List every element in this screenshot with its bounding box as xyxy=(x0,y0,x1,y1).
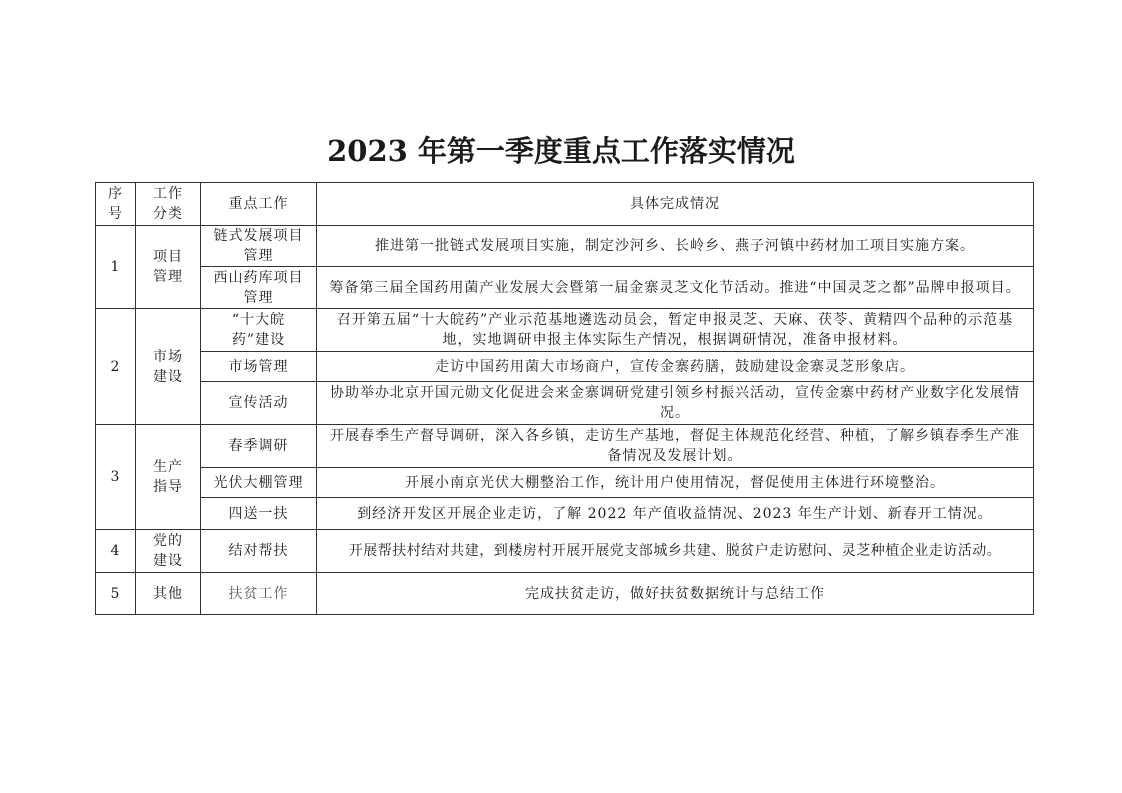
category-cell: 党的建设 xyxy=(136,530,201,573)
seq-cell: 2 xyxy=(96,309,136,425)
task-cell: 宣传活动 xyxy=(201,382,317,425)
task-cell: 结对帮扶 xyxy=(201,530,317,573)
detail-cell: 开展小南京光伏大棚整治工作，统计用户使用情况，督促使用主体进行环境整治。 xyxy=(317,468,1034,498)
table-row xyxy=(96,573,1034,615)
table-row xyxy=(96,530,1034,573)
header-category: 工作分类 xyxy=(136,183,201,226)
category-cell: 项目管理 xyxy=(136,226,201,309)
category-cell: 生产指导 xyxy=(136,425,201,530)
detail-cell: 召开第五届“十大皖药”产业示范基地遴选动员会，暂定申报灵芝、天麻、茯苓、黄精四个品种的示范基地，实地调研申报主体实际生产情况，根据调研情况，准备申报材料。 xyxy=(317,309,1034,352)
table-header-row xyxy=(96,183,1034,226)
task-cell: 四送一扶 xyxy=(201,498,317,530)
table-row xyxy=(96,352,1034,382)
seq-cell: 5 xyxy=(96,573,136,615)
category-cell: 其他 xyxy=(136,573,201,615)
table-row xyxy=(96,382,1034,425)
seq-cell: 4 xyxy=(96,530,136,573)
task-cell: 市场管理 xyxy=(201,352,317,382)
task-cell: 光伏大棚管理 xyxy=(201,468,317,498)
detail-cell: 到经济开发区开展企业走访，了解 2022 年产值收益情况、2023 年生产计划、新春开工情况。 xyxy=(317,498,1034,530)
work-table xyxy=(95,182,1034,615)
detail-cell: 筹备第三届全国药用菌产业发展大会暨第一届金寨灵芝文化节活动。推进“中国灵芝之都”品牌申报项目。 xyxy=(317,267,1034,309)
detail-cell: 走访中国药用菌大市场商户，宣传金寨药膳，鼓励建设金寨灵芝形象店。 xyxy=(317,352,1034,382)
header-detail: 具体完成情况 xyxy=(317,183,1034,226)
detail-cell: 开展帮扶村结对共建，到楼房村开展开展党支部城乡共建、脱贫户走访慰问、灵芝种植企业走访活动。 xyxy=(317,530,1034,573)
task-cell: 西山药库项目管理 xyxy=(201,267,317,309)
detail-cell: 开展春季生产督导调研，深入各乡镇，走访生产基地，督促主体规范化经营、种植，了解乡镇春季生产准备情况及发展计划。 xyxy=(317,425,1034,468)
detail-cell: 完成扶贫走访，做好扶贫数据统计与总结工作 xyxy=(317,573,1034,615)
seq-cell: 3 xyxy=(96,425,136,530)
detail-cell: 协助举办北京开国元勋文化促进会来金寨调研党建引领乡村振兴活动，宣传金寨中药材产业数字化发展情况。 xyxy=(317,382,1034,425)
detail-cell: 推进第一批链式发展项目实施，制定沙河乡、长岭乡、燕子河镇中药材加工项目实施方案。 xyxy=(317,226,1034,267)
task-cell: “十大皖药”建设 xyxy=(201,309,317,352)
seq-cell: 1 xyxy=(96,226,136,309)
task-cell: 春季调研 xyxy=(201,425,317,468)
table-row xyxy=(96,226,1034,267)
table-row xyxy=(96,498,1034,530)
table-row xyxy=(96,425,1034,468)
category-cell: 市场建设 xyxy=(136,309,201,425)
table-row xyxy=(96,309,1034,352)
table-row xyxy=(96,267,1034,309)
page-title: 2023 年第一季度重点工作落实情况 xyxy=(327,134,795,168)
task-cell: 扶贫工作 xyxy=(201,573,317,615)
header-seq: 序号 xyxy=(96,183,136,226)
header-task: 重点工作 xyxy=(201,183,317,226)
table-row xyxy=(96,468,1034,498)
task-cell: 链式发展项目管理 xyxy=(201,226,317,267)
